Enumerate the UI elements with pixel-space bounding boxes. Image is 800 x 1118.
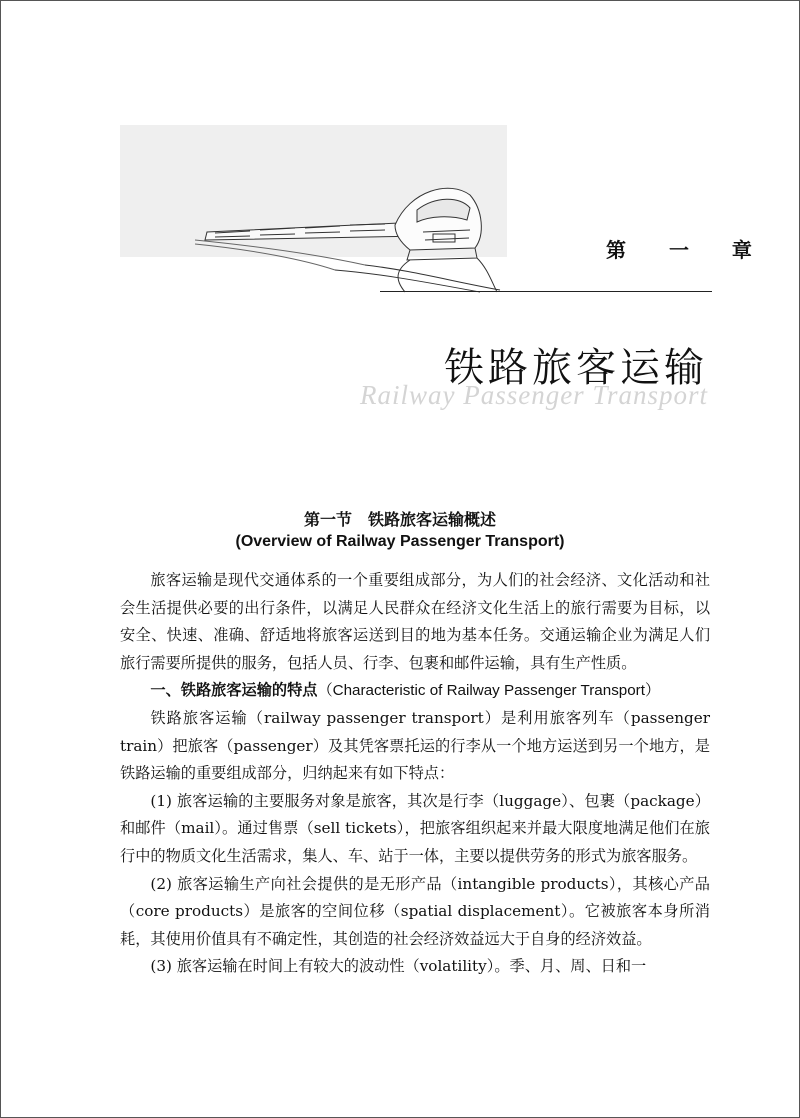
chapter-rule — [380, 291, 712, 292]
body-text — [120, 567, 710, 981]
paragraph: (3) 旅客运输在时间上有较大的波动性（volatility）。季、月、周、日和一 — [150, 957, 647, 976]
train-illustration — [195, 170, 505, 295]
chapter-number: 第 一 章 — [606, 238, 770, 262]
paragraph: (2) 旅客运输生产向社会提供的是无形产品（intangible products），其核心产品（core products）是旅客的空间位移（spatial displacement）。它被旅客本身所消耗，其使用价值具有不确定性，其创造的社会经济效益远大于自身的经济效益。 — [120, 874, 710, 948]
paragraph: 铁路旅客运输（railway passenger transport）是利用旅客列车（passenger train）把旅客（passenger）及其凭客票托运的行李从一个地方运送到另一个地方，是铁路运输的重要组成部分，归纳起来有如下特点： — [120, 708, 710, 783]
chapter-subtitle-en: Railway Passenger Transport — [359, 380, 708, 410]
heading-characteristics — [120, 677, 710, 705]
paragraph: (1) 旅客运输的主要服务对象是旅客，其次是行李（luggage）、包裹（package）和邮件（mail）。通过售票（sell tickets），把旅客组织起来并最大限度地满足他们在旅行中的物质文化生活需求，集人、车、站于一体，主要以提供劳务的形式为旅客服务。 — [120, 791, 710, 865]
section-title: 第一节 铁路旅客运输概述 — [303, 510, 496, 529]
chapter-title: 铁路旅客运输 — [444, 345, 708, 391]
section-subtitle: (Overview of Railway Passenger Transport) — [235, 533, 565, 550]
intro-paragraph: 旅客运输是现代交通体系的一个重要组成部分，为人们的社会经济、文化活动和社会生活提供必要的出行条件，以满足人民群众在经济文化生活上的旅行需要为目标，以安全、快速、准确、舒适地将旅客运送到目的地为基本任务。交通运输企业为满足人们旅行需要所提供的服务，包括人员、行李、包裹和邮件运输，具有生产性质。 — [120, 571, 710, 672]
heading-en: （Characteristic of Railway Passenger Transport） — [317, 682, 661, 700]
heading-cn: 一、铁路旅客运输的特点 — [150, 681, 318, 700]
